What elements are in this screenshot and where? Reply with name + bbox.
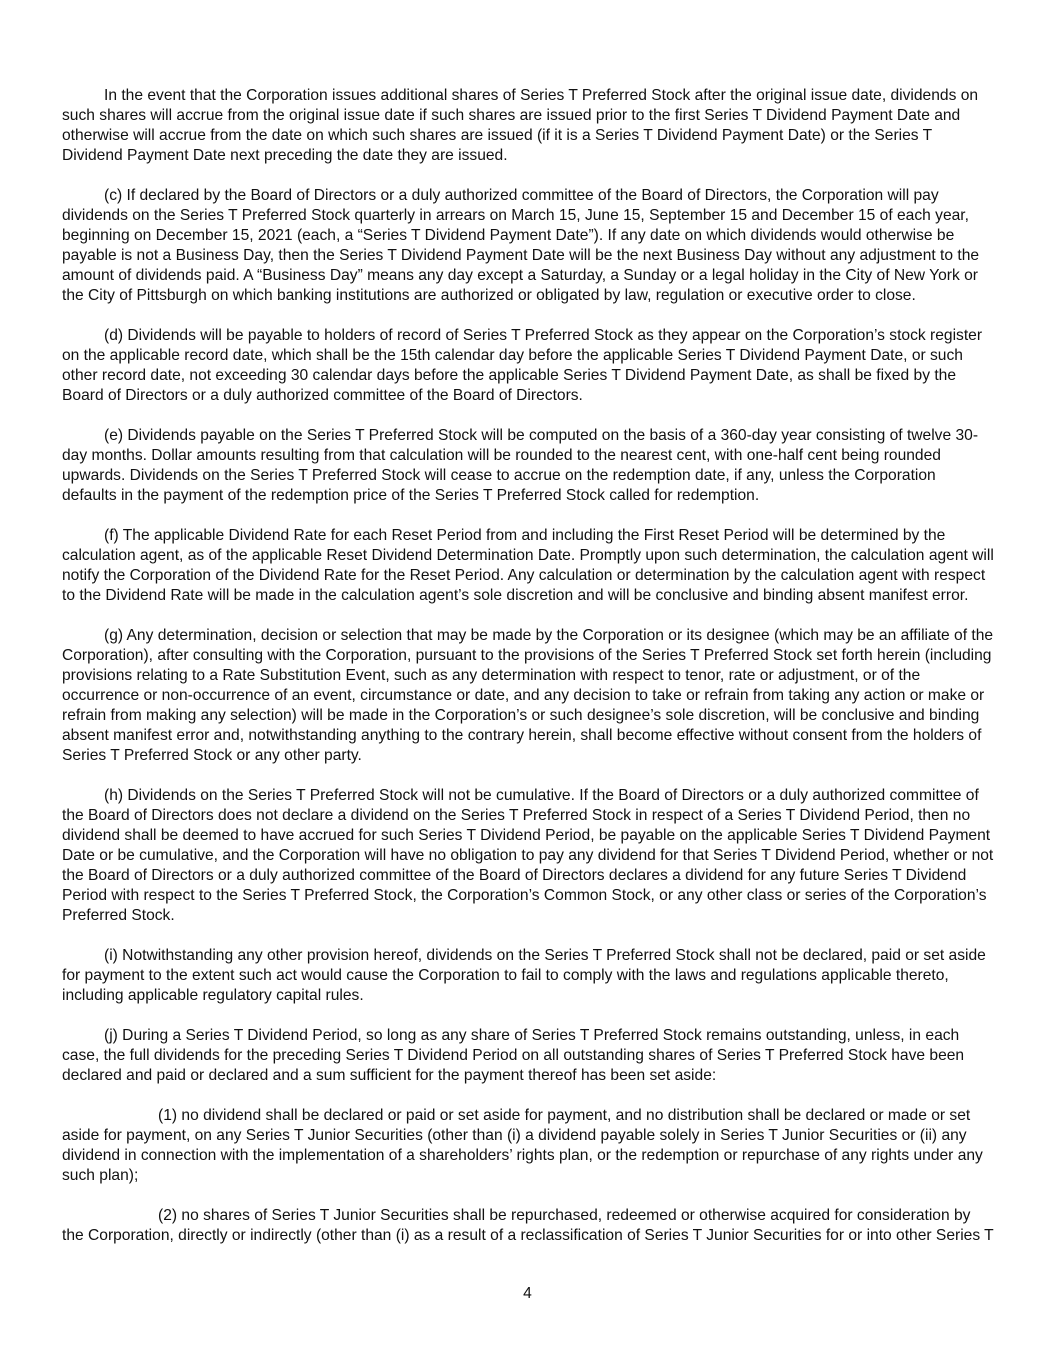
- paragraph-d: (d) Dividends will be payable to holders of record of Series T Preferred Stock as they appear on the Corporation’s stock register on the applicable record date, which shall be the 15th calendar day before the applicable Series T Dividend Payment Date, or such other record date, not exceeding 30 calendar days before the applicable Series T Dividend Payment Date, as shall be fixed by the Board of Directors or a duly authorized committee of the Board of Directors.: [62, 327, 983, 404]
- paragraph-e: (e) Dividends payable on the Series T Preferred Stock will be computed on the basis of a 360-day year consisting of twelve 30-day months. Dollar amounts resulting from that calculation will be rounded to the nearest cent, with one-half cent being rounded upwards. Dividends on the Series T Preferred Stock will cease to accrue on the redemption date, if any, unless the Corporation defaults in the payment of the redemption price of the Series T Preferred Stock called for redemption.: [62, 427, 979, 504]
- paragraph-f: (f) The applicable Dividend Rate for each Reset Period from and including the First Reset Period will be determined by the calculation agent, as of the applicable Reset Dividend Determination Date. Promptly upon such determination, the calculation agent will notify the Corporation of the Dividend Rate for the Reset Period. Any calculation or determination by the calculation agent with respect to the Dividend Rate will be made in the calculation agent’s sole discretion and will be conclusive and binding absent manifest error.: [62, 527, 994, 604]
- paragraph-additional-shares: In the event that the Corporation issues additional shares of Series T Preferred Stock after the original issue date, dividends on such shares will accrue from the original issue date if such shares are issued prior to the first Series T Dividend Payment Date and otherwise will accrue from the date on which such shares are issued (if it is a Series T Dividend Payment Date) or the Series T Dividend Payment Date next preceding the date they are issued.: [62, 87, 979, 164]
- document-page: [62, 86, 994, 1266]
- paragraph-g: (g) Any determination, decision or selection that may be made by the Corporation or its designee (which may be an affiliate of the Corporation), after consulting with the Corporation, pursuant to the provisions of the Series T Preferred Stock set forth herein (including provisions relating to a Rate Substitution Event, such as any determination with respect to tenor, rate or adjustment, or of the occurrence or non-occurrence of an event, circumstance or date, and any decision to take or refrain from taking any action or make or refrain from making any selection) will be made in the Corporation’s or such designee’s sole discretion, will be conclusive and binding absent manifest error and, notwithstanding anything to the contrary herein, shall become effective without consent from the holders of Series T Preferred Stock or any other party.: [62, 627, 994, 764]
- paragraph-i: (i) Notwithstanding any other provision hereof, dividends on the Series T Preferred Stock shall not be declared, paid or set aside for payment to the extent such act would cause the Corporation to fail to comply with the laws and regulations applicable thereto, including applicable regulatory capital rules.: [62, 947, 986, 1004]
- subparagraph-2: (2) no shares of Series T Junior Securities shall be repurchased, redeemed or otherwise acquired for consideration by the Corporation, directly or indirectly (other than (i) as a result of a reclassification of Series T Junior Securities for or into other Series T: [62, 1207, 994, 1244]
- paragraph-c: (c) If declared by the Board of Directors or a duly authorized committee of the Board of Directors, the Corporation will pay dividends on the Series T Preferred Stock quarterly in arrears on March 15, June 15, September 15 and December 15 of each year, beginning on December 15, 2021 (each, a “Series T Dividend Payment Date”). If any date on which dividends would otherwise be payable is not a Business Day, then the Series T Dividend Payment Date will be the next Business Day without any adjustment to the amount of dividends paid. A “Business Day” means any day except a Saturday, a Sunday or a legal holiday in the City of New York or the City of Pittsburgh on which banking institutions are authorized or obligated by law, regulation or executive order to close.: [62, 187, 980, 304]
- paragraph-j: (j) During a Series T Dividend Period, so long as any share of Series T Preferred Stock remains outstanding, unless, in each case, the full dividends for the preceding Series T Dividend Period on all outstanding shares of Series T Preferred Stock have been declared and paid or declared and a sum sufficient for the payment thereof has been set aside:: [62, 1027, 965, 1084]
- page-number: 4: [523, 1285, 532, 1302]
- paragraph-h: (h) Dividends on the Series T Preferred Stock will not be cumulative. If the Board of Directors or a duly authorized committee of the Board of Directors does not declare a dividend on the Series T Preferred Stock in respect of a Series T Dividend Period, then no dividend shall be deemed to have accrued for such Series T Dividend Period, be payable on the applicable Series T Dividend Payment Date or be cumulative, and the Corporation will have no obligation to pay any dividend for that Series T Dividend Period, whether or not the Board of Directors or a duly authorized committee of the Board of Directors declares a dividend for any future Series T Dividend Period with respect to the Series T Preferred Stock, the Corporation’s Common Stock, or any other class or series of the Corporation’s Preferred Stock.: [62, 787, 994, 924]
- subparagraph-1: (1) no dividend shall be declared or paid or set aside for payment, and no distribution shall be declared or made or set aside for payment, on any Series T Junior Securities (other than (i) a dividend payable solely in Series T Junior Securities or (ii) any dividend in connection with the implementation of a shareholders’ rights plan, or the redemption or repurchase of any rights under any such plan);: [62, 1107, 983, 1184]
